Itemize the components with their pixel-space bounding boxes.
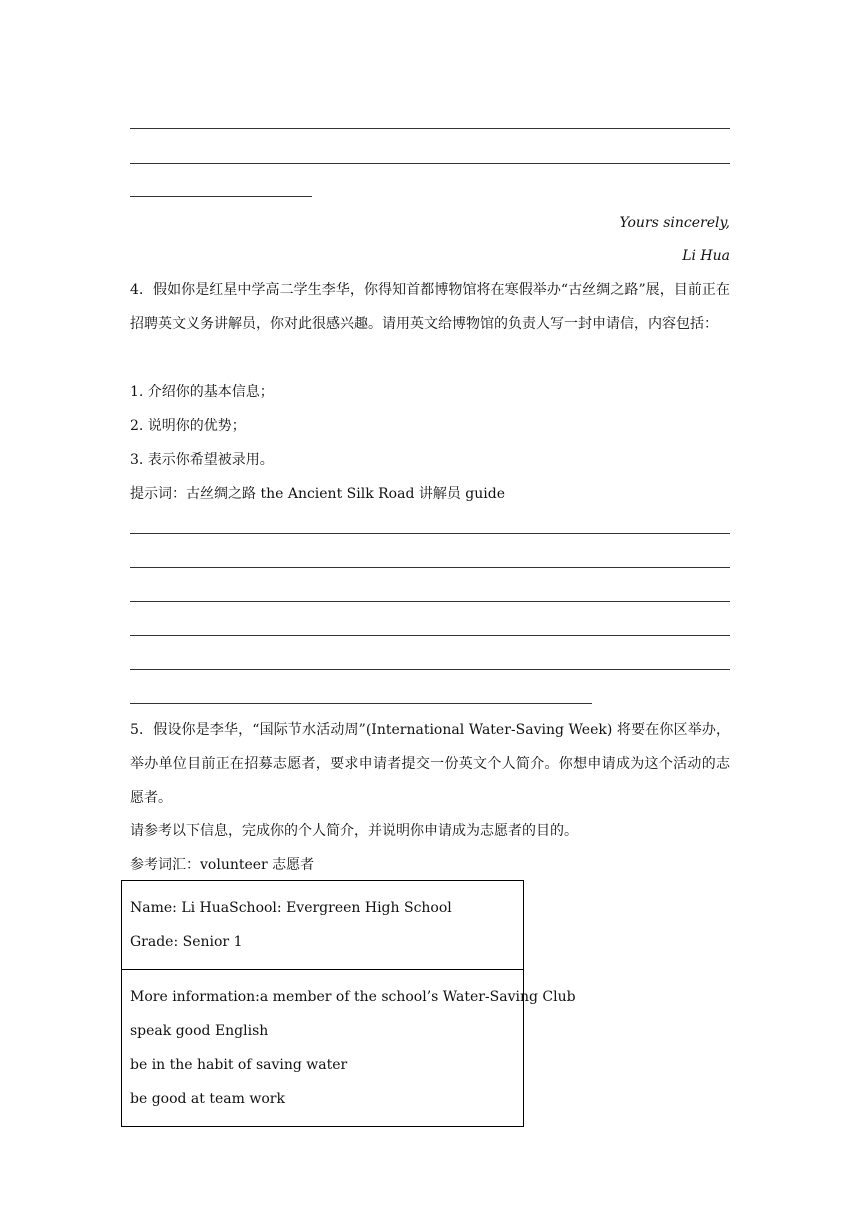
answer-line xyxy=(130,196,312,197)
profile-more-info-line: be in the habit of saving water xyxy=(130,1057,348,1073)
profile-basic-info xyxy=(122,881,523,970)
answer-line xyxy=(130,635,730,636)
answer-line xyxy=(130,567,730,568)
question-5-instruction: 请参考以下信息，完成你的个人简介，并说明你申请成为志愿者的目的。 xyxy=(130,823,578,839)
answer-line xyxy=(130,601,730,602)
question-4-item-3: 3. 表示你希望被录用。 xyxy=(130,452,274,468)
question-4-item-1: 1. 介绍你的基本信息； xyxy=(130,384,274,400)
answer-line xyxy=(130,533,730,534)
letter-closing: Yours sincerely, xyxy=(619,215,730,231)
answer-line xyxy=(130,163,730,164)
profile-more-info xyxy=(122,970,576,1126)
answer-line xyxy=(130,703,592,704)
question-5-vocabulary: 参考词汇：volunteer 志愿者 xyxy=(130,857,315,873)
letter-signature: Li Hua xyxy=(682,248,730,264)
profile-more-info-line: More information:a member of the school’s Water-Saving Club xyxy=(130,989,576,1005)
question-5-prompt: 5．假设你是李华，“国际节水活动周”(International Water-Saving Week) 将要在你区举办，举办单位目前正在招募志愿者，要求申请者提交一份英文个人简介。你想申请成为这个活动的志愿者。 xyxy=(130,722,730,806)
profile-table xyxy=(121,880,576,1127)
profile-grade: Grade: Senior 1 xyxy=(130,934,243,950)
profile-more-info-line: be good at team work xyxy=(130,1091,285,1107)
question-4-item-2: 2. 说明你的优势； xyxy=(130,418,246,434)
answer-line xyxy=(130,669,730,670)
profile-name-school: Name: Li HuaSchool: Evergreen High School xyxy=(130,900,452,916)
answer-line xyxy=(130,128,730,129)
question-4-prompt: 4．假如你是红星中学高二学生李华，你得知首都博物馆将在寒假举办“古丝绸之路”展，目前正在招聘英文义务讲解员，你对此很感兴趣。请用英文给博物馆的负责人写一封申请信，内容包括： xyxy=(130,282,730,332)
question-4-hint: 提示词：古丝绸之路 the Ancient Silk Road 讲解员 guide xyxy=(130,486,506,502)
profile-more-info-line: speak good English xyxy=(130,1023,269,1039)
